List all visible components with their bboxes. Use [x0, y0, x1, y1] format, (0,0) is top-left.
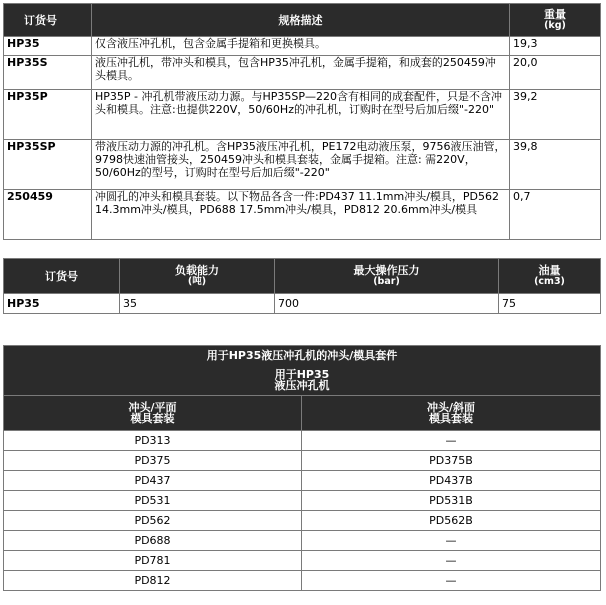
weight-header	[510, 4, 601, 37]
bevel-set-cell: PD531B	[302, 491, 601, 511]
bevel-header-line-1: 冲头/斜面	[426, 401, 476, 414]
weight-cell: 20,0	[510, 56, 601, 90]
order-no-cell: HP35SP	[4, 140, 92, 190]
subtitle-line-2: 液压冲孔机	[274, 378, 330, 392]
order-no-header: 订货号	[4, 4, 92, 37]
flat-header-line-1: 冲头/平面	[128, 401, 177, 414]
weight-header-label: 重量	[544, 8, 566, 21]
order-no-cell: HP35P	[4, 90, 92, 140]
table-row	[4, 140, 601, 190]
flat-set-cell: PD812	[4, 571, 302, 591]
table-row	[4, 451, 601, 471]
description-cell: 仅含液压冲孔机，包含金属手提箱和更换模具。	[92, 37, 510, 56]
order-no-cell: HP35	[4, 294, 120, 314]
load-capacity-unit: (吨)	[187, 276, 207, 287]
bevel-set-cell: —	[302, 571, 601, 591]
load-capacity-cell: 35	[120, 294, 275, 314]
oil-capacity-label: 油量	[538, 264, 561, 277]
weight-cell: 39,2	[510, 90, 601, 140]
max-pressure-label: 最大操作压力	[353, 264, 420, 277]
punch-table-subtitle-row	[4, 364, 601, 396]
flat-set-cell: PD781	[4, 551, 302, 571]
weight-cell: 19,3	[510, 37, 601, 56]
description-header: 规格描述	[92, 4, 510, 37]
punch-die-table	[3, 345, 601, 591]
description-cell: 冲圆孔的冲头和模具套装。以下物品各含一件:PD437 11.1mm冲头/模具，PD562 14.3mm冲头/模具，PD688 17.5mm冲头/模具，PD812 20.6mm冲头/模具	[92, 190, 510, 240]
max-pressure-cell: 700	[275, 294, 499, 314]
table-row	[4, 190, 601, 240]
oil-capacity-cell: 75	[499, 294, 601, 314]
punch-table-subtitle	[4, 364, 601, 396]
bevel-set-cell: PD562B	[302, 511, 601, 531]
punch-table-title-row	[4, 346, 601, 365]
table-row	[4, 294, 601, 314]
weight-header-unit: (kg)	[544, 20, 566, 31]
order-no-cell: 250459	[4, 190, 92, 240]
punch-table-column-row	[4, 396, 601, 431]
table-row	[4, 491, 601, 511]
oil-capacity-header	[499, 259, 601, 294]
table-row	[4, 511, 601, 531]
table-row	[4, 551, 601, 571]
table-row	[4, 571, 601, 591]
description-cell: 带液压动力源的冲孔机。含HP35液压冲孔机，PE172电动液压泵，9756液压油管，9798快速油管接头，250459冲头和模具套装，金属手提箱。注意: 需220V，50/60Hz的型号，订购时在型号后加后缀"-220"	[92, 140, 510, 190]
table-row	[4, 56, 601, 90]
weight-cell: 39,8	[510, 140, 601, 190]
order-no-cell: HP35S	[4, 56, 92, 90]
bevel-set-cell: —	[302, 551, 601, 571]
punch-table-title: 用于HP35液压冲孔机的冲头/模具套件	[4, 346, 601, 365]
flat-set-cell: PD437	[4, 471, 302, 491]
capacity-table	[3, 258, 601, 314]
spec-table	[3, 3, 601, 240]
weight-cell: 0,7	[510, 190, 601, 240]
order-no-header: 订货号	[4, 259, 120, 294]
table-row	[4, 531, 601, 551]
description-cell: HP35P - 冲孔机带液压动力源。与HP35SP—220含有相同的成套配件，只是不含冲头和模具。注意:也提供220V，50/60Hz的冲孔机，订购时在型号后加后缀"-220"	[92, 90, 510, 140]
table-row	[4, 431, 601, 451]
bevel-header-line-2: 模具套装	[429, 412, 473, 425]
max-pressure-header	[275, 259, 499, 294]
spec-header-row	[4, 4, 601, 37]
bevel-set-header	[302, 396, 601, 431]
bevel-set-cell: —	[302, 531, 601, 551]
table-row	[4, 471, 601, 491]
load-capacity-header	[120, 259, 275, 294]
description-cell: 液压冲孔机，带冲头和模具，包含HP35冲孔机，金属手提箱，和成套的250459冲头模具。	[92, 56, 510, 90]
load-capacity-label: 负载能力	[175, 264, 219, 277]
table-row	[4, 90, 601, 140]
flat-set-cell: PD313	[4, 431, 302, 451]
capacity-header-row	[4, 259, 601, 294]
order-no-cell: HP35	[4, 37, 92, 56]
flat-set-cell: PD562	[4, 511, 302, 531]
table-row	[4, 37, 601, 56]
bevel-set-cell: —	[302, 431, 601, 451]
oil-capacity-unit: (cm3)	[534, 276, 565, 287]
subtitle-line-1: 用于HP35	[274, 367, 330, 381]
flat-header-line-2: 模具套装	[130, 412, 175, 425]
bevel-set-cell: PD437B	[302, 471, 601, 491]
flat-set-cell: PD531	[4, 491, 302, 511]
max-pressure-unit: (bar)	[373, 276, 400, 287]
flat-set-cell: PD688	[4, 531, 302, 551]
bevel-set-cell: PD375B	[302, 451, 601, 471]
flat-set-header	[4, 396, 302, 431]
flat-set-cell: PD375	[4, 451, 302, 471]
